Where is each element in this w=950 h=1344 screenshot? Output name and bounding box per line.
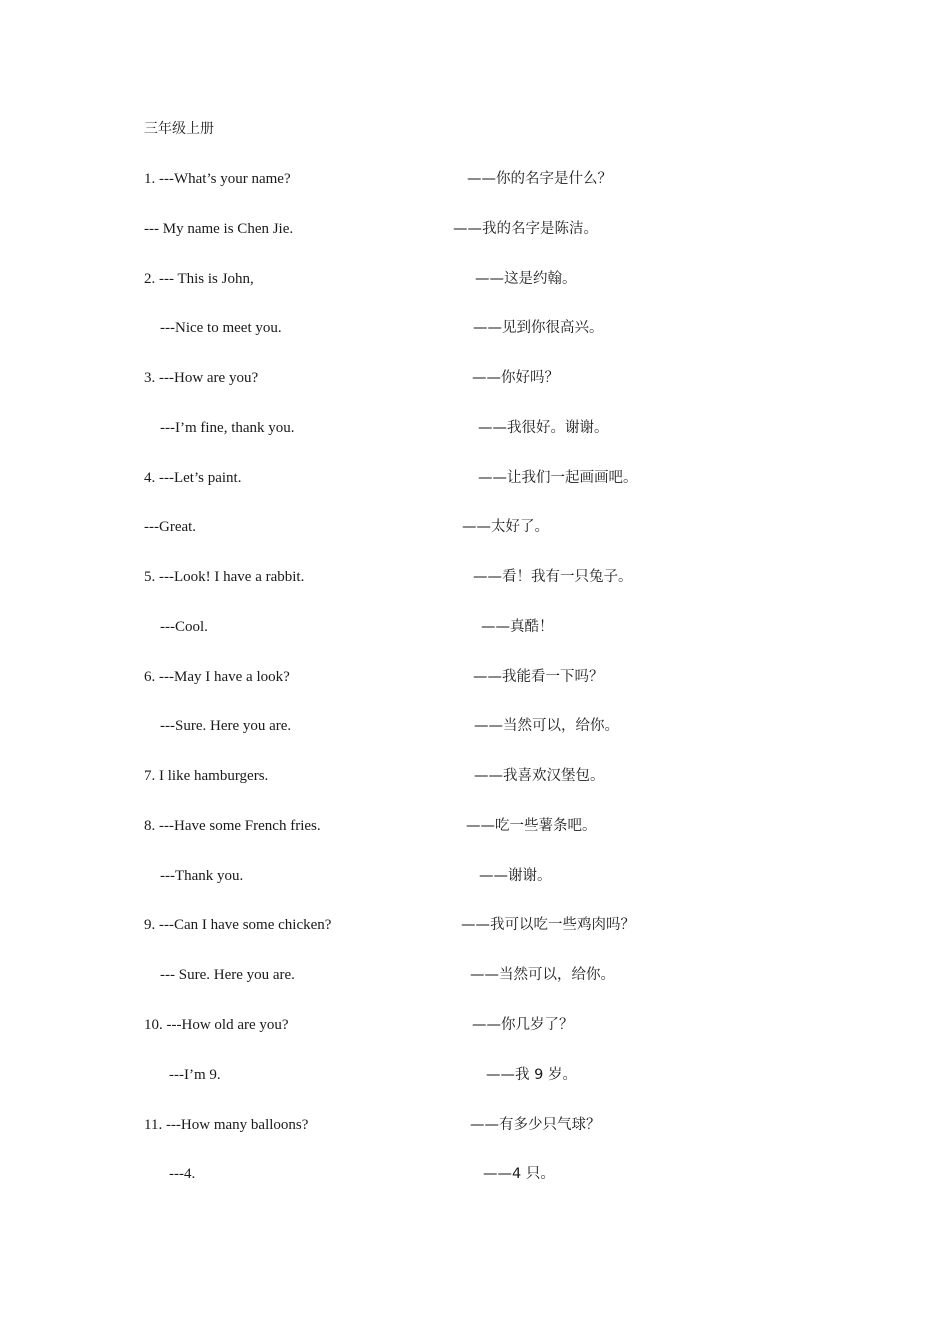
chinese-translation: ——看！我有一只兔子。 <box>473 569 633 585</box>
english-text: 2. --- This is John, <box>144 271 254 287</box>
chinese-translation: ——我可以吃一些鸡肉吗？ <box>461 917 635 933</box>
english-text: 7. I like hamburgers. <box>144 768 269 784</box>
chinese-translation: ——太好了。 <box>462 519 549 535</box>
english-text: ---Great. <box>144 519 197 535</box>
english-text: ---4. <box>169 1166 196 1182</box>
chinese-translation: ——你几岁了？ <box>472 1017 574 1033</box>
chinese-translation: ——我 9 岁。 <box>486 1067 577 1083</box>
dialogue-line <box>0 467 950 489</box>
dialogue-line <box>0 1064 950 1086</box>
chinese-translation: ——有多少只气球？ <box>470 1117 601 1133</box>
page-title: 三年级上册 <box>144 121 214 137</box>
dialogue-line <box>0 865 950 887</box>
english-text: --- My name is Chen Jie. <box>144 221 294 237</box>
english-text: ---Nice to meet you. <box>160 320 282 336</box>
dialogue-line <box>0 1014 950 1036</box>
chinese-translation: ——让我们一起画画吧。 <box>478 470 638 486</box>
chinese-translation: ——你的名字是什么？ <box>467 171 612 187</box>
chinese-translation: ——你好吗？ <box>472 370 559 386</box>
english-text: ---I’m fine, thank you. <box>160 420 295 436</box>
dialogue-line <box>0 964 950 986</box>
dialogue-line <box>0 1114 950 1136</box>
chinese-translation: ——当然可以，给你。 <box>474 718 619 734</box>
english-text: ---Sure. Here you are. <box>160 718 292 734</box>
dialogue-line <box>0 765 950 787</box>
dialogue-line <box>0 914 950 936</box>
chinese-translation: ——我的名字是陈洁。 <box>453 221 598 237</box>
chinese-translation: ——我喜欢汉堡包。 <box>474 768 605 784</box>
chinese-translation: ——吃一些薯条吧。 <box>466 818 597 834</box>
english-text: ---Cool. <box>160 619 208 635</box>
english-text: 5. ---Look! I have a rabbit. <box>144 569 305 585</box>
chinese-translation: ——我很好。谢谢。 <box>478 420 609 436</box>
english-text: 11. ---How many balloons? <box>144 1117 309 1133</box>
english-text: ---I’m 9. <box>169 1067 221 1083</box>
dialogue-line <box>0 268 950 290</box>
english-text: 6. ---May I have a look? <box>144 669 290 685</box>
english-text: --- Sure. Here you are. <box>160 967 295 983</box>
chinese-translation: ——这是约翰。 <box>475 271 577 287</box>
english-text: 9. ---Can I have some chicken? <box>144 917 332 933</box>
dialogue-line <box>0 566 950 588</box>
dialogue-line <box>0 317 950 339</box>
dialogue-line <box>0 815 950 837</box>
chinese-translation: ——见到你很高兴。 <box>473 320 604 336</box>
english-text: 1. ---What’s your name? <box>144 171 291 187</box>
dialogue-line <box>0 218 950 240</box>
dialogue-line <box>0 417 950 439</box>
english-text: 3. ---How are you? <box>144 370 259 386</box>
chinese-translation: ——4 只。 <box>483 1166 555 1182</box>
english-text: 8. ---Have some French fries. <box>144 818 321 834</box>
chinese-translation: ——谢谢。 <box>479 868 552 884</box>
dialogue-line <box>0 715 950 737</box>
chinese-translation: ——当然可以，给你。 <box>470 967 615 983</box>
dialogue-line <box>0 1163 950 1185</box>
dialogue-line <box>0 516 950 538</box>
dialogue-line <box>0 616 950 638</box>
chinese-translation: ——真酷！ <box>481 619 554 635</box>
dialogue-line <box>0 367 950 389</box>
english-text: 4. ---Let’s paint. <box>144 470 242 486</box>
chinese-translation: ——我能看一下吗？ <box>473 669 604 685</box>
english-text: 10. ---How old are you? <box>144 1017 289 1033</box>
english-text: ---Thank you. <box>160 868 244 884</box>
dialogue-line <box>0 666 950 688</box>
dialogue-line <box>0 168 950 190</box>
